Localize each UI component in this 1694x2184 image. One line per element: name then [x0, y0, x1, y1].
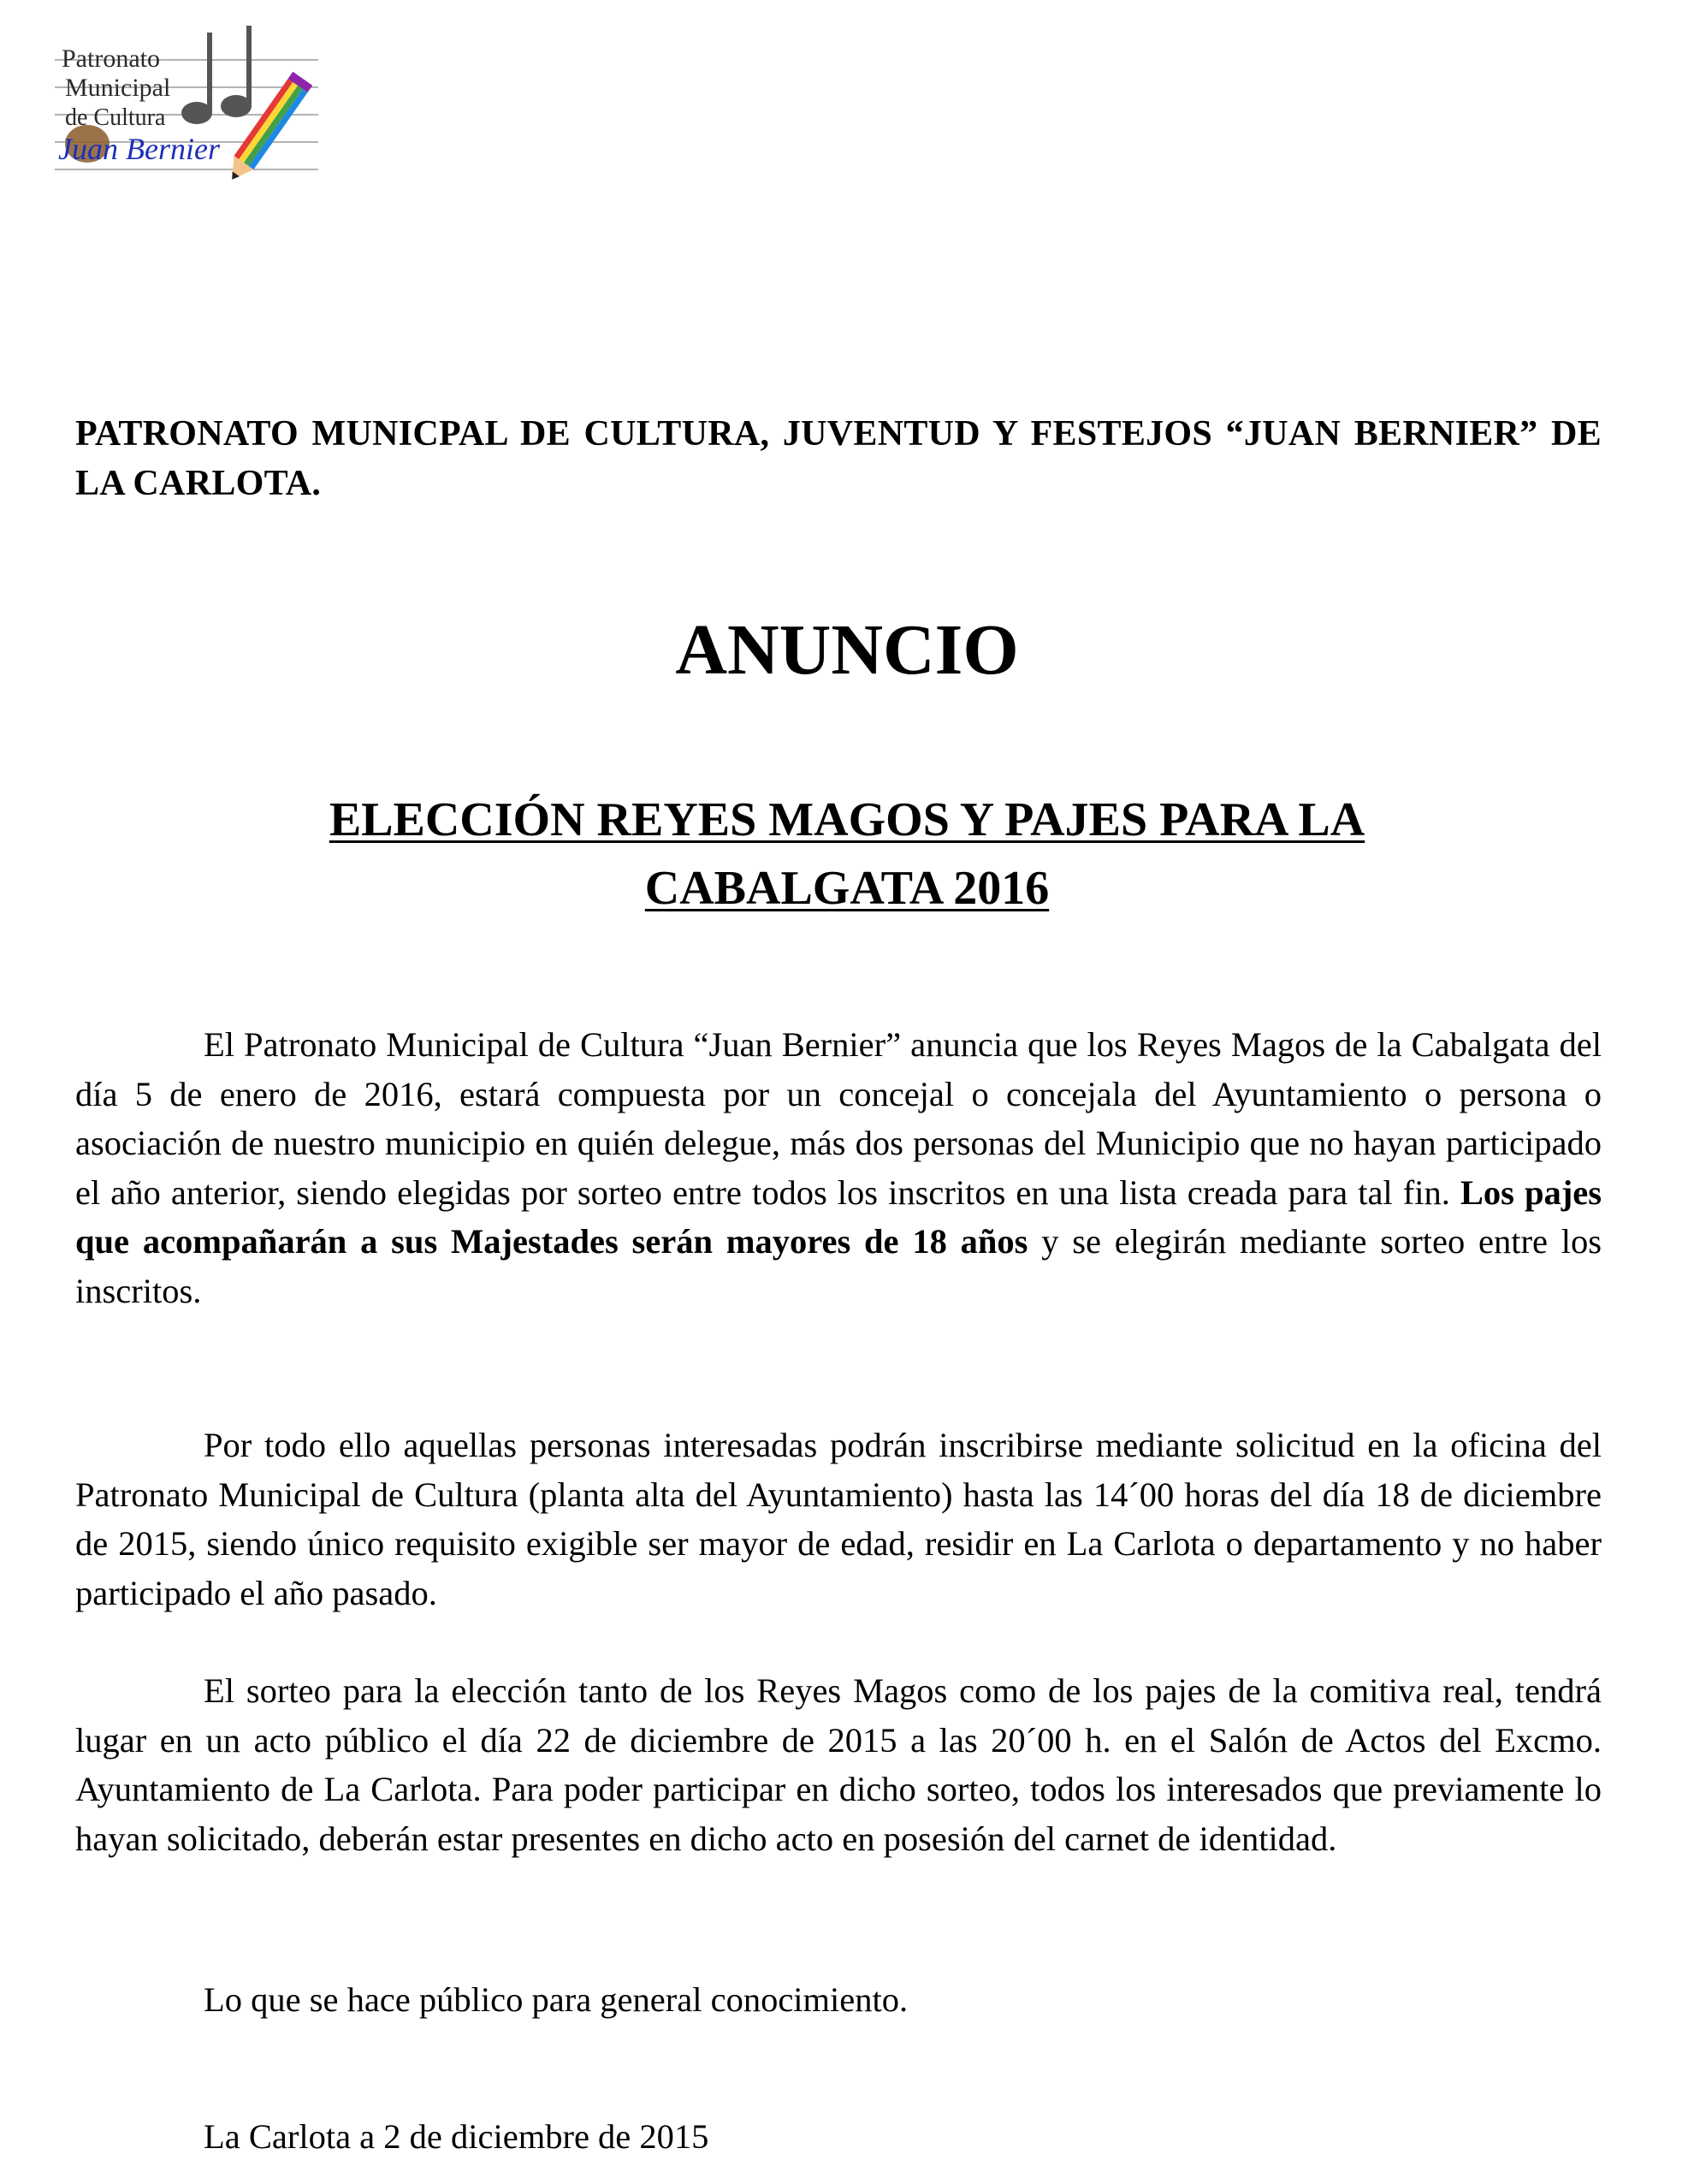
paragraph-1-end-text: y se elegirán mediante sorteo entre los inscritos.	[75, 1222, 1602, 1310]
paragraph-closing: Lo que se hace público para general conocimiento.	[204, 1980, 909, 2019]
organization-header: PATRONATO MUNICPAL DE CULTURA, JUVENTUD Y FESTEJOS “JUAN BERNIER” DE LA CARLOTA.	[75, 414, 1602, 503]
logo-text-municipal: Municipal	[65, 74, 171, 102]
music-note-icon	[181, 24, 252, 124]
patronato-logo	[53, 24, 327, 195]
paragraph-reyes-magos	[75, 1020, 1602, 1315]
logo-text-patronato: Patronato	[62, 45, 160, 73]
subject-line-1: ELECCIÓN REYES MAGOS Y PAJES PARA LA	[329, 793, 1365, 846]
announcement-title: ANUNCIO	[675, 610, 1019, 690]
paragraph-sorteo: El sorteo para la elección tanto de los Reyes Magos como de los pajes de la comitiva real, tendrá lugar en un acto público el día 22 de diciembre de 2015 a las 20´00 h. en el Salón de Actos del Excmo. Ayuntamiento de La Carlota. Para poder participar en dicho sorteo, todos los interesados que previamente lo hayan solicitado, deberán estar presentes en dicho acto en posesión del carnet de identidad.	[75, 1671, 1602, 1858]
announcement-subject	[0, 786, 1694, 923]
logo-text-signature: Juan Bernier	[58, 132, 220, 166]
subject-line-2: CABALGATA 2016	[644, 862, 1050, 915]
paragraph-inscription: Por todo ello aquellas personas interesadas podrán inscribirse mediante solicitud en la oficina del Patronato Municipal de Cultura (planta alta del Ayuntamiento) hasta las 14´00 horas del día 18 de diciembre de 2015, siendo único requisito exigible ser mayor de edad, residir en La Carlota o departamento y no haber participado el año pasado.	[75, 1426, 1602, 1612]
paragraph-1-text: El Patronato Municipal de Cultura “Juan Bernier” anuncia que los Reyes Magos de la Cabalgata del día 5 de enero de 2016, estará compuesta por un concejal o concejala del Ayuntamiento o persona o asociación de nuestro municipio en quién delegue, más dos personas del Municipio que no hayan participado el año anterior, siendo elegidas por sorteo entre todos los inscritos en una lista creada para tal fin.	[75, 1025, 1602, 1212]
paragraph-1-bold-text: Los pajes que acompañarán a sus Majestades serán mayores de 18 años	[75, 1172, 1602, 1261]
logo-graphic	[53, 24, 327, 195]
logo-text-cultura: de Cultura	[65, 104, 166, 131]
date-line: La Carlota a 2 de diciembre de 2015	[204, 2117, 709, 2156]
